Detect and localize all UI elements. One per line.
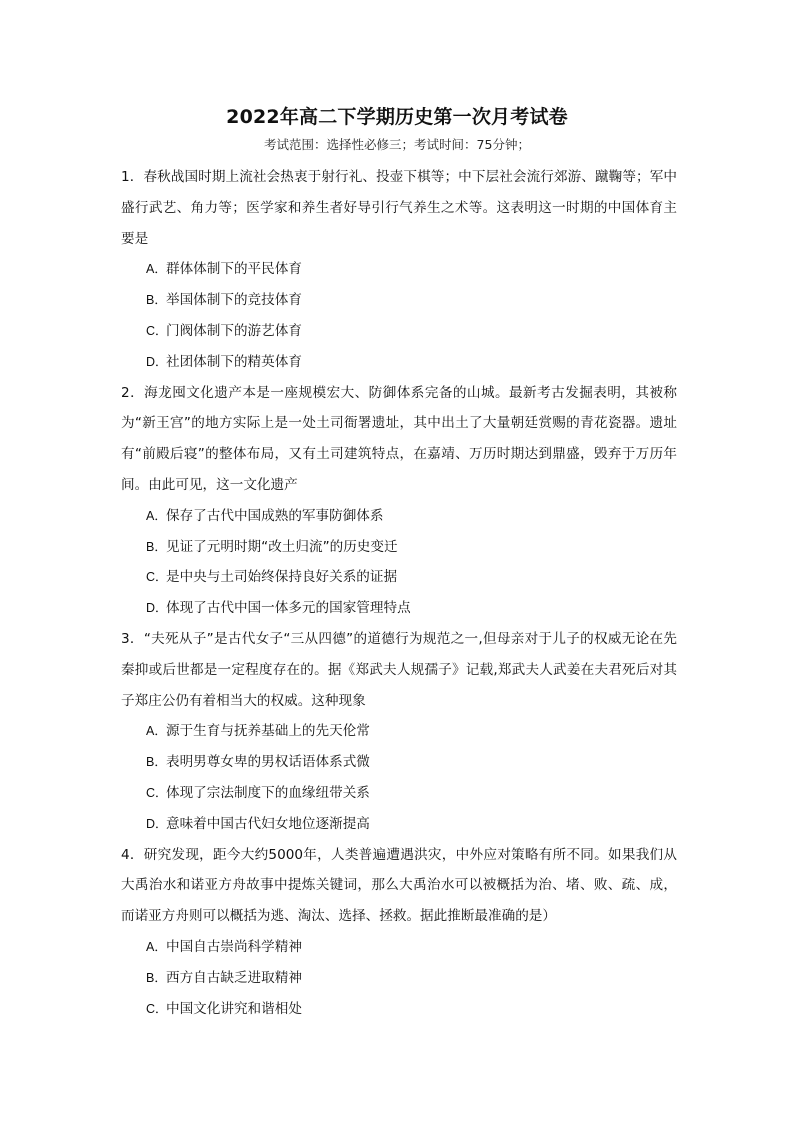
question-number: 4．: [121, 846, 144, 863]
question-1: [121, 162, 677, 378]
option-a[interactable]: [146, 501, 677, 532]
question-number: 1．: [121, 169, 144, 185]
option-d[interactable]: [146, 347, 677, 378]
option-c[interactable]: [146, 562, 677, 593]
option-letter: A．: [146, 724, 167, 739]
option-text: 意味着中国古代妇女地位逐渐提高: [166, 815, 370, 832]
question-number: 2．: [121, 384, 145, 401]
question-text: 春秋战国时期上流社会热衷于射行礼、投壶下棋等；中下层社会流行郊游、蹴鞠等；军中盛行武艺、角力等；医学家和养生者好导引行气养生之术等。这表明这一时期的中国体育主要是: [121, 169, 678, 247]
option-letter: B．: [146, 970, 167, 985]
option-letter: C．: [146, 785, 168, 800]
option-text: 是中央与土司始终保持良好关系的证据: [166, 569, 398, 586]
option-letter: D．: [146, 601, 168, 616]
option-letter: C．: [146, 323, 168, 338]
option-text: 西方自古缺乏进取精神: [166, 969, 302, 986]
option-d[interactable]: [146, 593, 677, 624]
option-text: 举国体制下的竞技体育: [166, 292, 302, 309]
question-2: [121, 378, 677, 624]
option-c[interactable]: [146, 778, 677, 809]
option-letter: B．: [146, 755, 167, 770]
question-stem: [121, 624, 677, 716]
question-3: [121, 624, 677, 840]
option-list: [121, 932, 677, 1024]
option-a[interactable]: [146, 932, 677, 963]
option-list: [121, 501, 677, 624]
option-text: 源于生育与抚养基础上的先天伦常: [166, 723, 370, 740]
question-stem: [121, 162, 677, 254]
option-text: 社团体制下的精英体育: [166, 353, 302, 370]
option-c[interactable]: [146, 994, 677, 1025]
option-text: 体现了宗法制度下的血缘纽带关系: [166, 784, 370, 801]
option-d[interactable]: [146, 809, 677, 840]
question-text: 研究发现，距今大约5000年，人类普遍遭遇洪灾，中外应对策略有所不同。如果我们从大禹治水和诺亚方舟故事中提炼关键词，那么大禹治水可以被概括为治、堵、败、疏、成，而诺亚方舟则可以概括为逃、淘汰、选择、拯救。据此推断最准确的是）: [121, 846, 677, 925]
option-c[interactable]: [146, 316, 677, 347]
question-4: [121, 840, 677, 1025]
option-text: 门阀体制下的游艺体育: [166, 322, 302, 339]
option-text: 中国文化讲究和谐相处: [166, 1000, 302, 1017]
question-stem: [121, 378, 677, 501]
option-a[interactable]: [146, 716, 677, 747]
option-letter: C．: [146, 570, 168, 585]
option-text: 见证了元明时期“改土归流”的历史变迁: [166, 538, 398, 555]
option-b[interactable]: [146, 747, 677, 778]
option-b[interactable]: [146, 532, 677, 563]
exam-info: 考试范围：选择性必修三；考试时间：75分钟；: [264, 137, 530, 152]
question-stem: [121, 840, 677, 932]
option-a[interactable]: [146, 254, 677, 285]
page-title: 2022年高二下学期历史第一次月考试卷: [226, 106, 568, 128]
option-letter: D．: [146, 354, 168, 369]
option-letter: A．: [146, 939, 167, 954]
option-letter: B．: [146, 539, 167, 554]
option-letter: C．: [146, 1001, 168, 1016]
option-text: 群体体制下的平民体育: [166, 261, 302, 278]
question-text: “夫死从子”是古代女子“三从四德”的道德行为规范之一,但母亲对于儿子的权威无论在先秦抑或后世都是一定程度存在的。据《郑武夫人规孺子》记载,郑武夫人武姜在夫君死后对其子郑庄公仍有着相当大的权威。这种现象: [121, 630, 677, 709]
question-text: 海龙囤文化遗产本是一座规模宏大、防御体系完备的山城。最新考古发掘表明，其被称为“新王宫”的地方实际上是一处土司衙署遗址，其中出土了大量朝廷赏赐的青花瓷器。遗址有“前殿后寝”的整体布局，又有土司建筑特点，在嘉靖、万历时期达到鼎盛，毁弃于万历年间。由此可见，这一文化遗产: [121, 384, 677, 493]
question-list: [121, 162, 677, 1024]
option-text: 体现了古代中国一体多元的国家管理特点: [166, 600, 411, 617]
option-list: [121, 254, 677, 377]
option-b[interactable]: [146, 285, 677, 316]
option-text: 中国自古崇尚科学精神: [166, 938, 302, 955]
option-text: 保存了古代中国成熟的军事防御体系: [166, 507, 384, 524]
question-number: 3．: [121, 630, 144, 647]
option-text: 表明男尊女卑的男权话语体系式微: [166, 754, 370, 771]
option-b[interactable]: [146, 963, 677, 994]
option-list: [121, 716, 677, 839]
option-letter: A．: [146, 262, 167, 277]
option-letter: D．: [146, 816, 168, 831]
option-letter: B．: [146, 293, 167, 308]
option-letter: A．: [146, 508, 167, 523]
